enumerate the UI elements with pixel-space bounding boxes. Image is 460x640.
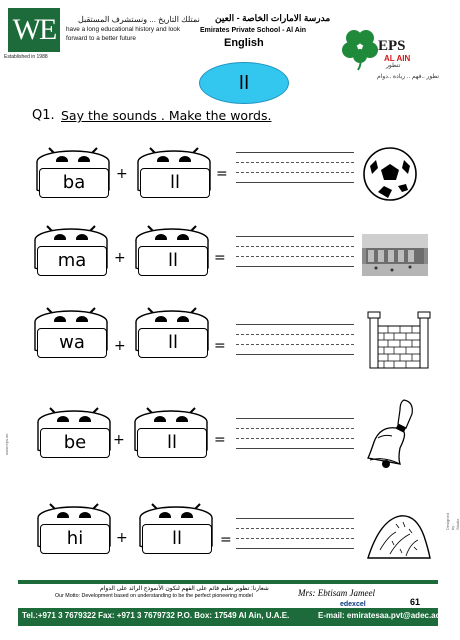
plus-sign: + — [116, 166, 128, 182]
answer-lines[interactable] — [236, 152, 354, 192]
email-address[interactable]: E-mail: emiratesaa.pvt@adec.ac.ae — [318, 611, 452, 620]
shopping-mall-icon — [362, 234, 428, 276]
second-syllable: ll — [140, 168, 210, 198]
drum-icon — [34, 398, 114, 460]
eps-logo-title: EPS — [378, 38, 406, 54]
drum-icon — [134, 138, 214, 200]
motto-arabic: شعارنا: تطوير تعليم قائم على الفهم لنكون الأنموذج الرائد على الدوام — [100, 586, 269, 592]
answer-lines[interactable] — [236, 236, 354, 276]
eps-logo-arabic-tagline: تطور ..فهم .. ريادة ..دوام — [377, 74, 440, 80]
answer-lines[interactable] — [236, 418, 354, 458]
slogan-arabic: نمتلك التاريخ ... ونستشرف المستقبل — [78, 15, 200, 24]
page-number: 61 — [410, 597, 421, 607]
subject-title: English — [224, 37, 264, 49]
clover-logo-icon — [338, 26, 382, 70]
edexcel-logo: edexcel — [340, 601, 366, 608]
drum-icon — [136, 494, 216, 556]
eps-logo-city: AL AIN — [384, 54, 411, 63]
answer-lines[interactable] — [236, 518, 354, 558]
side-note-left: www.eps.ae — [4, 433, 9, 455]
hand-bell-icon — [366, 398, 420, 468]
exercise-row-hill — [0, 490, 453, 580]
exercise-row-bell — [0, 394, 453, 484]
plus-sign: + — [113, 432, 125, 448]
equals-sign: = — [220, 532, 232, 548]
first-syllable: be — [40, 428, 110, 458]
plus-sign: + — [114, 250, 126, 266]
school-name-english: Emirates Private School - Al Ain — [200, 27, 307, 34]
plus-sign: + — [116, 530, 128, 546]
equals-sign: = — [214, 250, 226, 266]
drum-icon — [31, 216, 111, 278]
drum-icon — [132, 216, 212, 278]
brick-wall-icon — [366, 310, 432, 370]
equals-sign: = — [214, 432, 226, 448]
drum-icon — [131, 398, 211, 460]
first-syllable: wa — [37, 328, 107, 358]
drum-icon — [33, 138, 113, 200]
drum-icon — [34, 494, 114, 556]
first-syllable: hi — [40, 524, 110, 554]
slogan-english: have a long educational history and look forward to a better future — [66, 26, 181, 42]
eps-logo-arabic-name: تتطور — [386, 63, 401, 69]
second-syllable: ll — [138, 246, 208, 276]
question-text: Say the sounds . Make the words. — [61, 108, 272, 123]
question-number: Q1. — [32, 108, 55, 123]
teacher-name: Mrs: Ebtisam Jameel — [298, 588, 375, 598]
school-name-arabic: مدرسة الامارات الخاصة - العين — [215, 13, 331, 23]
footer-divider — [18, 580, 438, 584]
first-syllable: ma — [37, 246, 107, 276]
side-note-right: Designed by : Studio — [445, 513, 460, 530]
second-syllable: ll — [138, 328, 208, 358]
second-syllable: ll — [142, 524, 212, 554]
answer-lines[interactable] — [236, 324, 354, 364]
hill-icon — [366, 510, 432, 560]
worksheet-title-oval: ll — [199, 62, 289, 104]
exercise-row-wall — [0, 296, 453, 386]
equals-sign: = — [216, 166, 228, 182]
motto-english: Our Motto: Development based on understanding to be the perfect pioneering model — [55, 593, 253, 599]
exercise-row-mall — [0, 212, 453, 302]
first-syllable: ba — [39, 168, 109, 198]
drum-icon — [132, 298, 212, 360]
contact-info: Tel.:+971 3 7679322 Fax: +971 3 7679732 P.O. Box: 17549 Al Ain, U.A.E. — [22, 611, 290, 620]
we-logo: WE — [8, 8, 60, 52]
equals-sign: = — [214, 338, 226, 354]
drum-icon — [31, 298, 111, 360]
plus-sign: + — [114, 338, 126, 354]
exercise-row-ball — [0, 130, 453, 220]
established-text: Established in 1988 — [4, 54, 48, 60]
soccer-ball-icon — [362, 146, 418, 202]
second-syllable: ll — [137, 428, 207, 458]
